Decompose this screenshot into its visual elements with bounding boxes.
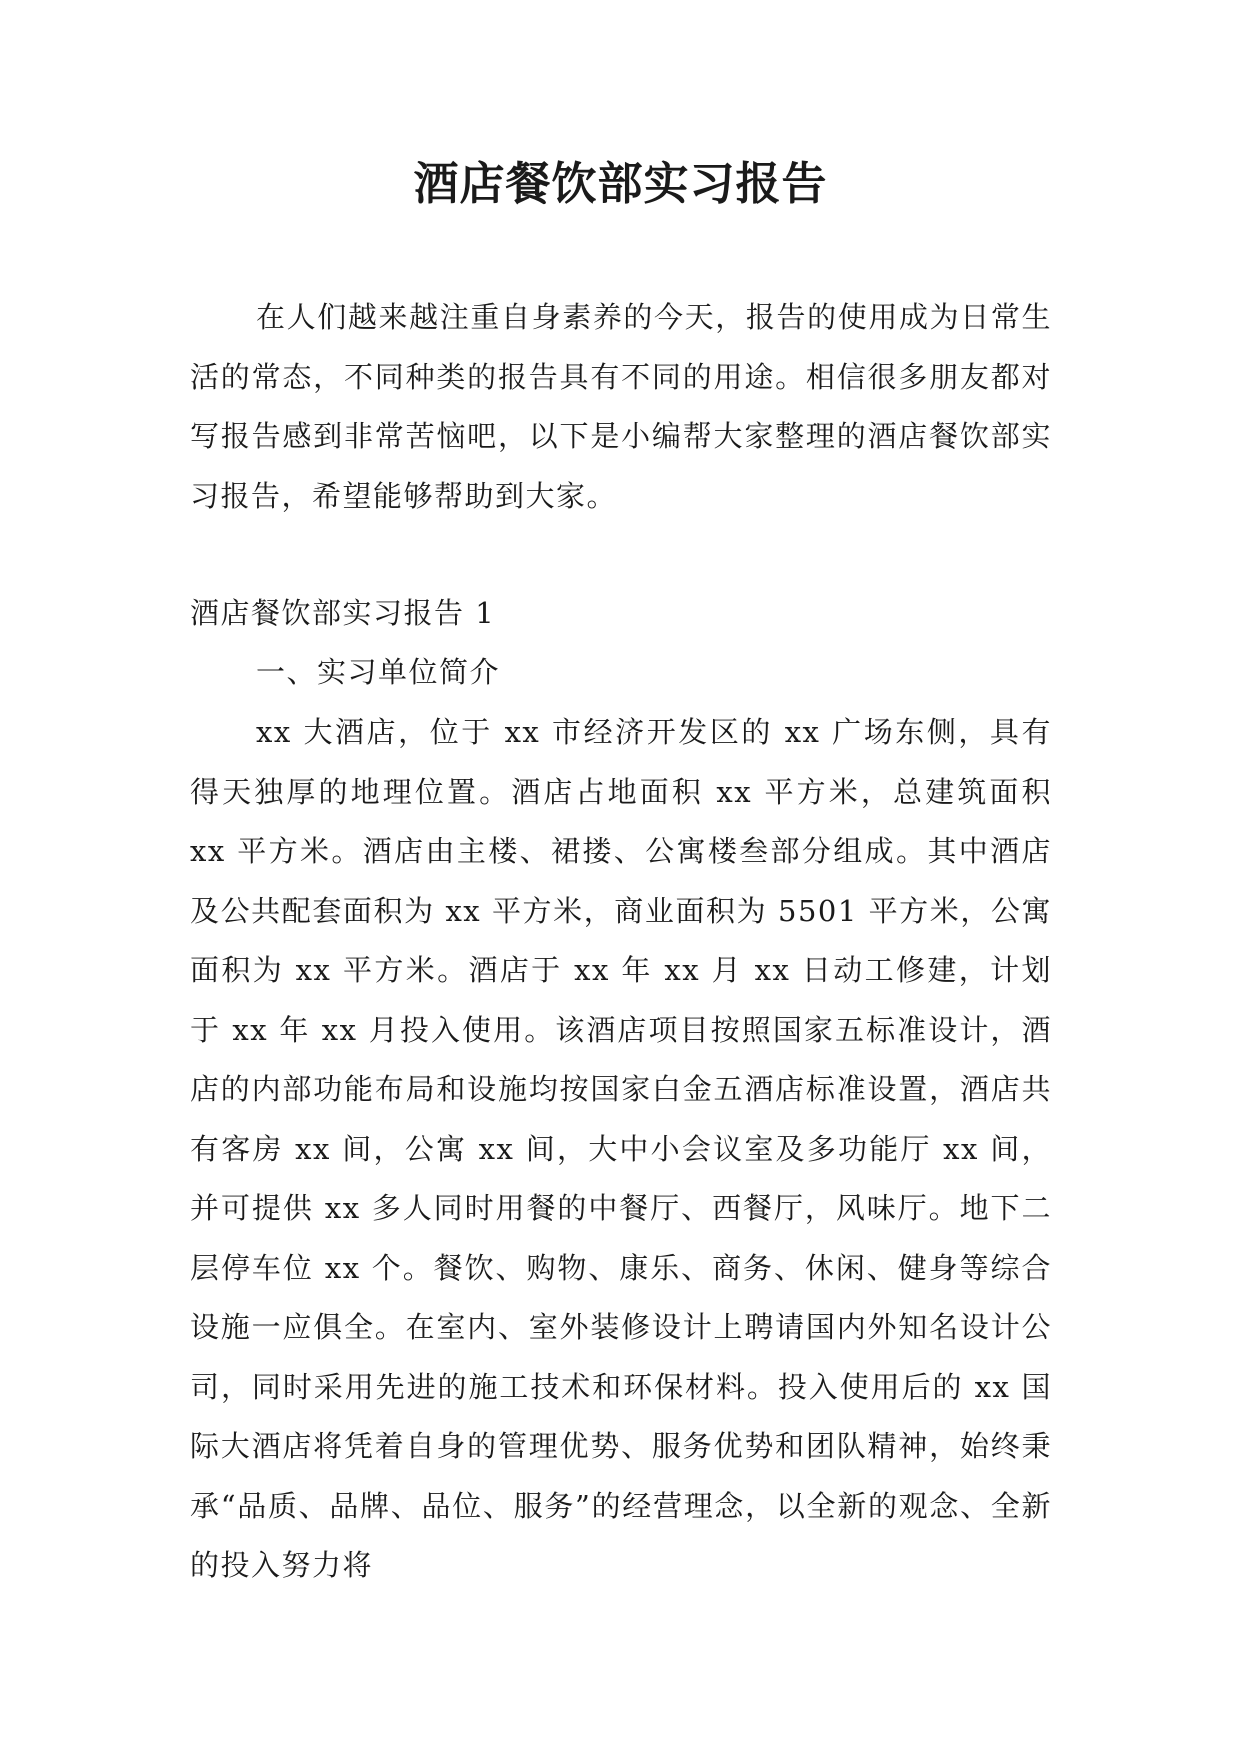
section-body-paragraph: xx 大酒店，位于 xx 市经济开发区的 xx 广场东侧，具有得天独厚的地理位置。酒店占地面积 xx 平方米，总建筑面积 xx 平方米。酒店由主楼、裙搂、公寓楼叁部分组成。其中酒店及公共配套面积为 xx 平方米，商业面积为 5501 平方米，公寓面积为 xx 平方米。酒店于 xx 年 xx 月 xx 日动工修建，计划于 xx 年 xx 月投入使用。该酒店项目按照国家五标准设计，酒店的内部功能布局和设施均按国家白金五酒店标准设置，酒店共有客房 xx 间，公寓 xx 间，大中小会议室及多功能厅 xx 间，并可提供 xx 多人同时用餐的中餐厅、西餐厅，风味厅。地下二层停车位 xx 个。餐饮、购物、康乐、商务、休闲、健身等综合设施一应俱全。在室内、室外装修设计上聘请国内外知名设计公司，同时采用先进的施工技术和环保材料。投入使用后的 xx 国际大酒店将凭着自身的管理优势、服务优势和团队精神，始终秉承“品质、品牌、品位、服务”的经营理念，以全新的观念、全新的投入努力将 [190,715,1052,1582]
intro-paragraph: 在人们越来越注重自身素养的今天，报告的使用成为日常生活的常态，不同种类的报告具有不同的用途。相信很多朋友都对写报告感到非常苦恼吧，以下是小编帮大家整理的酒店餐饮部实习报告，希望能够帮助到大家。 [190,300,1052,513]
section-heading: 一、实习单位简介 [256,655,501,689]
report-heading: 酒店餐饮部实习报告 1 [190,596,496,630]
document-title: 酒店餐饮部实习报告 [413,157,828,210]
